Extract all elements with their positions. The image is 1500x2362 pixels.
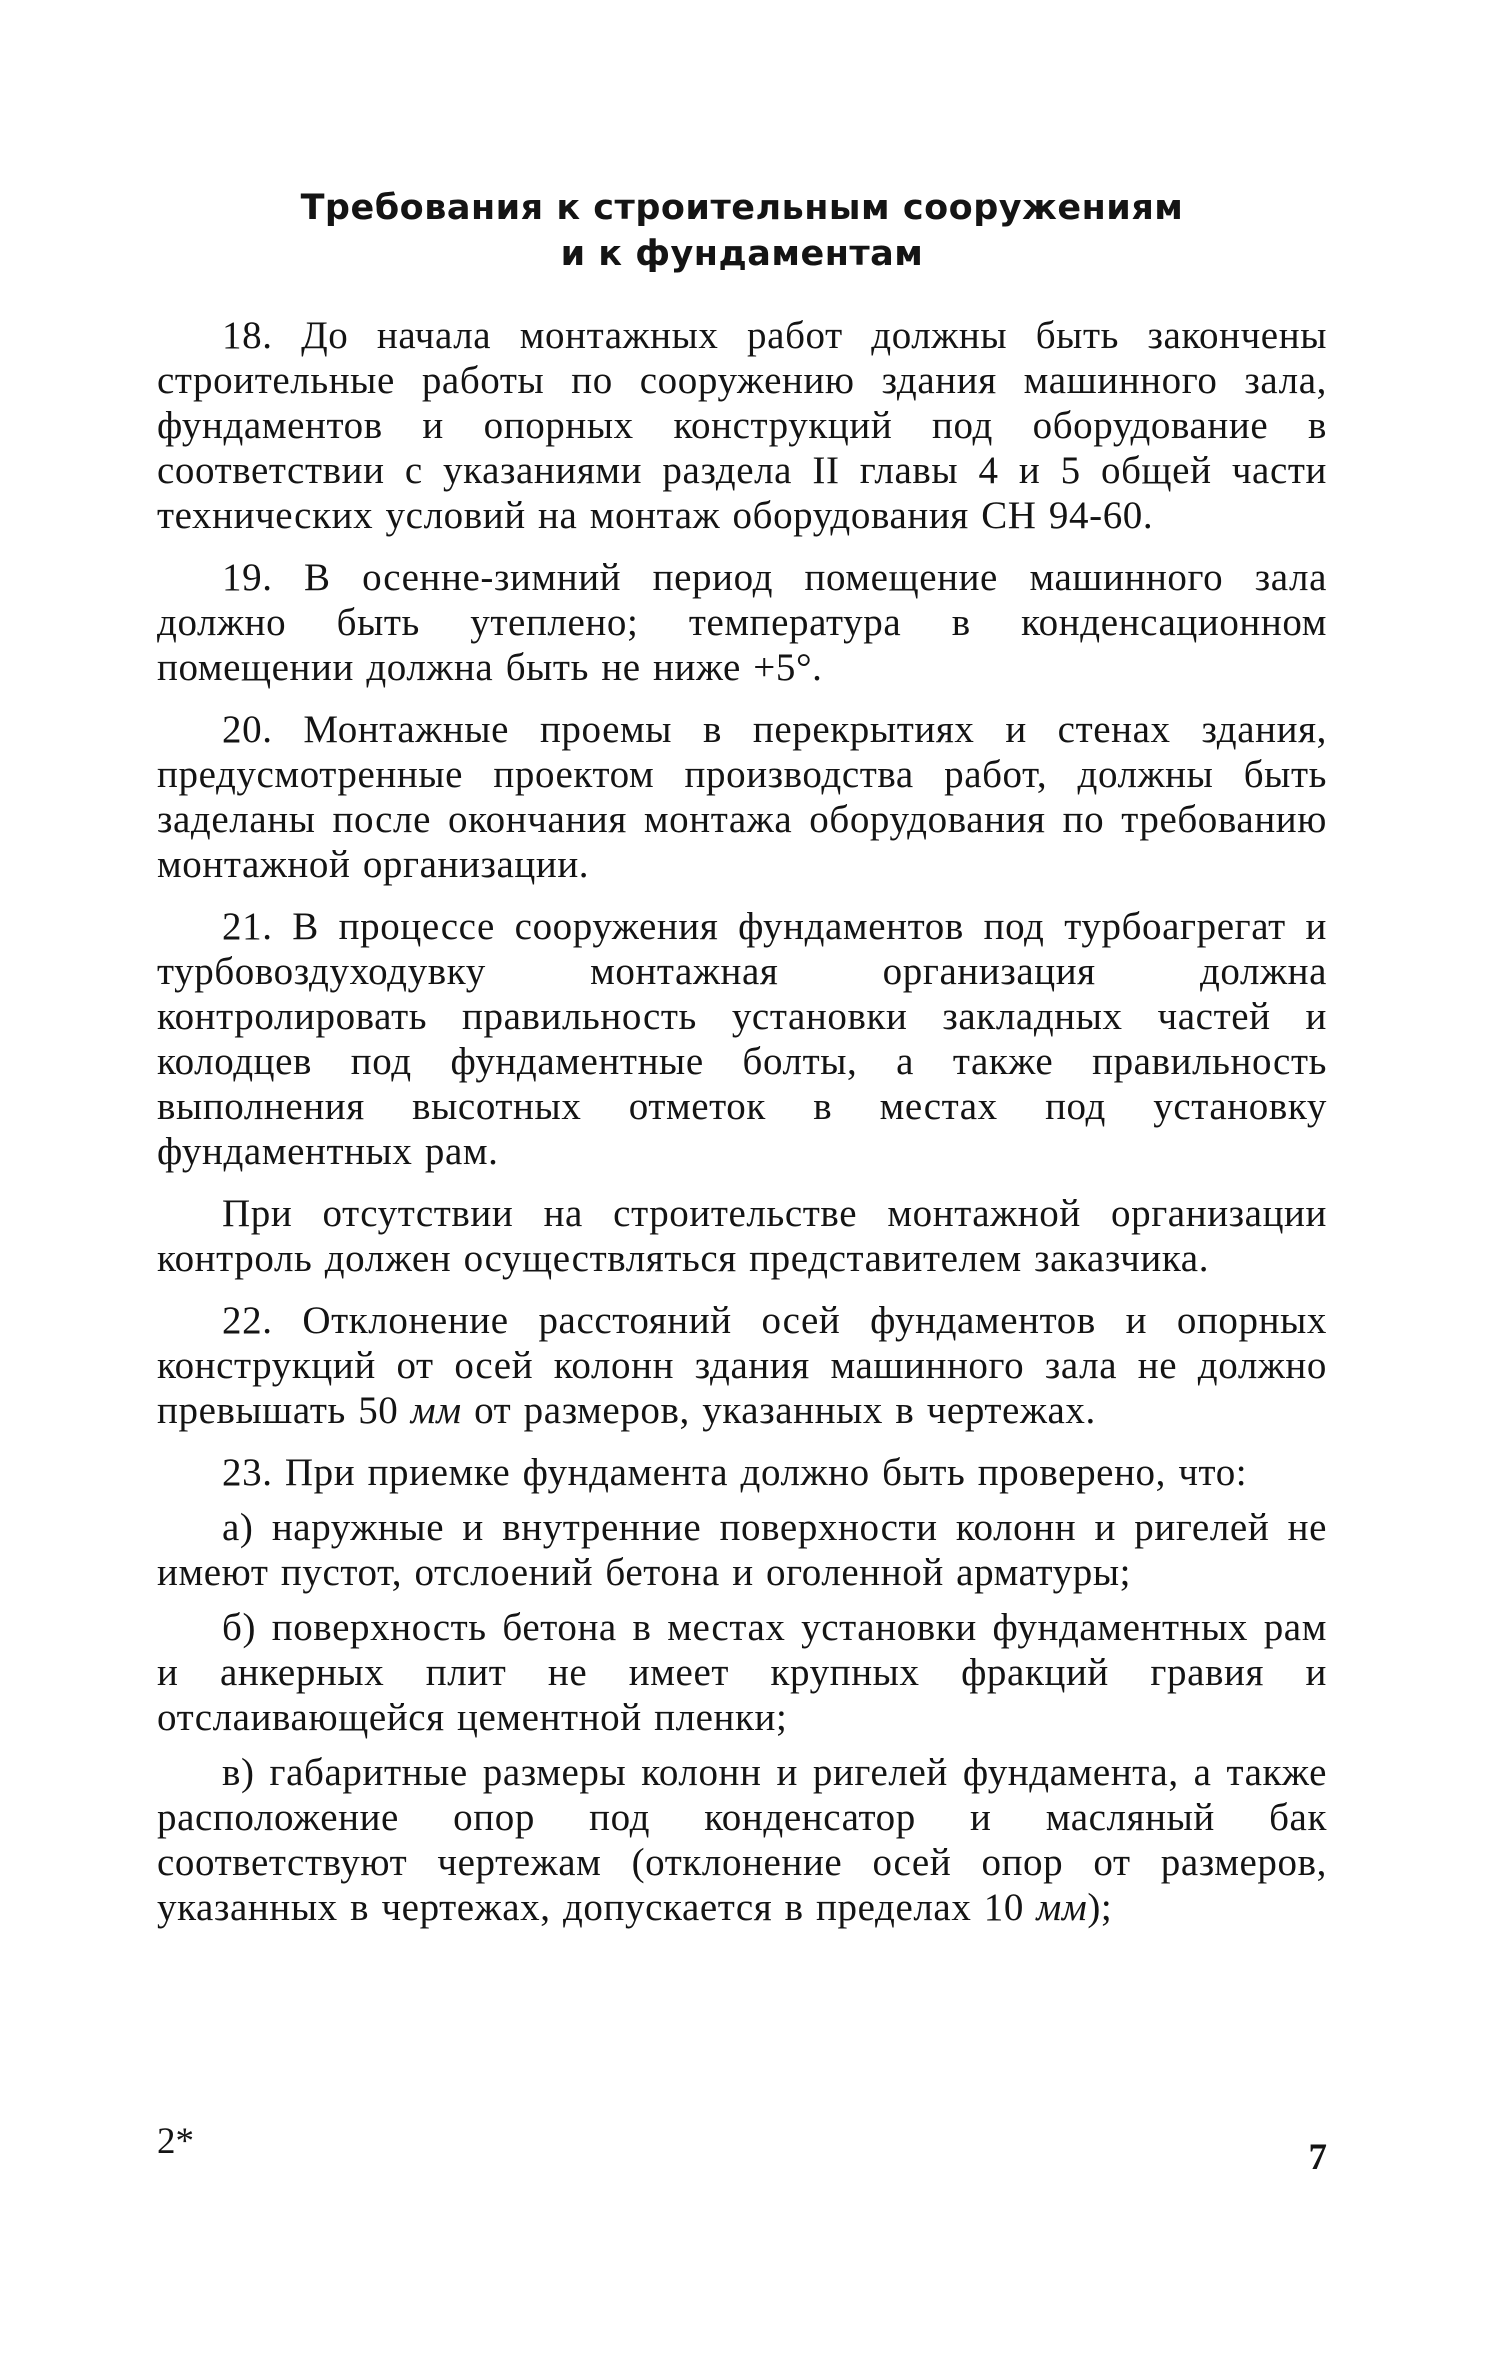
paragraph-22-tail: от размеров, указанных в чертежах.	[461, 1389, 1096, 1432]
list-item-a: а) наружные и внутренние поверхности колонн и ригелей не имеют пустот, отслоений бетона и оголенной арматуры;	[157, 1506, 1327, 1594]
paragraph-23: 23. При приемке фундамента должно быть проверено, что:	[222, 1451, 1248, 1494]
list-item-v-text: в) габаритные размеры колонн и ригелей фундамента, а также расположение опор под конденсатор и масляный бак соответствуют чертежам (отклонение осей опор от размеров, указанных в чертежах, допускается в пределах 10	[157, 1751, 1327, 1929]
paragraph-18: 18. До начала монтажных работ должны быть закончены строительные работы по сооружению здания машинного зала, фундаментов и опорных конструкций под оборудование в соответствии с указаниями раздела II главы 4 и 5 общей части технических условий на монтаж оборудования СН 94-60.	[157, 314, 1327, 537]
page-number: 7	[1308, 2137, 1327, 2178]
signature-mark: 2*	[157, 2121, 194, 2162]
heading-line-1: Требования к строительным сооружениям	[300, 188, 1184, 228]
page-body	[157, 185, 1327, 1940]
unit-mm: мм	[410, 1389, 462, 1432]
paragraph-21: 21. В процессе сооружения фундаментов под турбоагрегат и турбовоздуходувку монтажная организация должна контролировать правильность установки закладных частей и колодцев под фундаментные болты, а также правильность выполнения высотных отметок в местах под установку фундаментных рам.	[157, 905, 1327, 1173]
unit-mm: мм	[1036, 1886, 1088, 1929]
paragraph-22-text: 22. Отклонение расстояний осей фундаментов и опорных конструкций от осей колонн здания машинного зала не должно превышать 50	[157, 1299, 1327, 1432]
paragraph-20: 20. Монтажные проемы в перекрытиях и стенах здания, предусмотренные проектом производства работ, должны быть заделаны после окончания монтажа оборудования по требованию монтажной организации.	[157, 708, 1327, 886]
list-item-v	[157, 1750, 1327, 1930]
heading-line-2: и к фундаментам	[560, 234, 924, 274]
section-heading	[157, 185, 1327, 277]
list-item-b: б) поверхность бетона в местах установки фундаментных рам и анкерных плит не имеет крупных фракций гравия и отслаивающейся цементной пленки;	[157, 1606, 1327, 1739]
paragraph-19: 19. В осенне-зимний период помещение машинного зала должно быть утеплено; температура в конденсационном помещении должна быть не ниже +5°.	[157, 556, 1327, 689]
list-item-v-tail: );	[1087, 1886, 1113, 1929]
paragraph-22	[157, 1298, 1327, 1433]
paragraph-21-note: При отсутствии на строительстве монтажной организации контроль должен осуществляться представителем заказчика.	[157, 1192, 1327, 1280]
